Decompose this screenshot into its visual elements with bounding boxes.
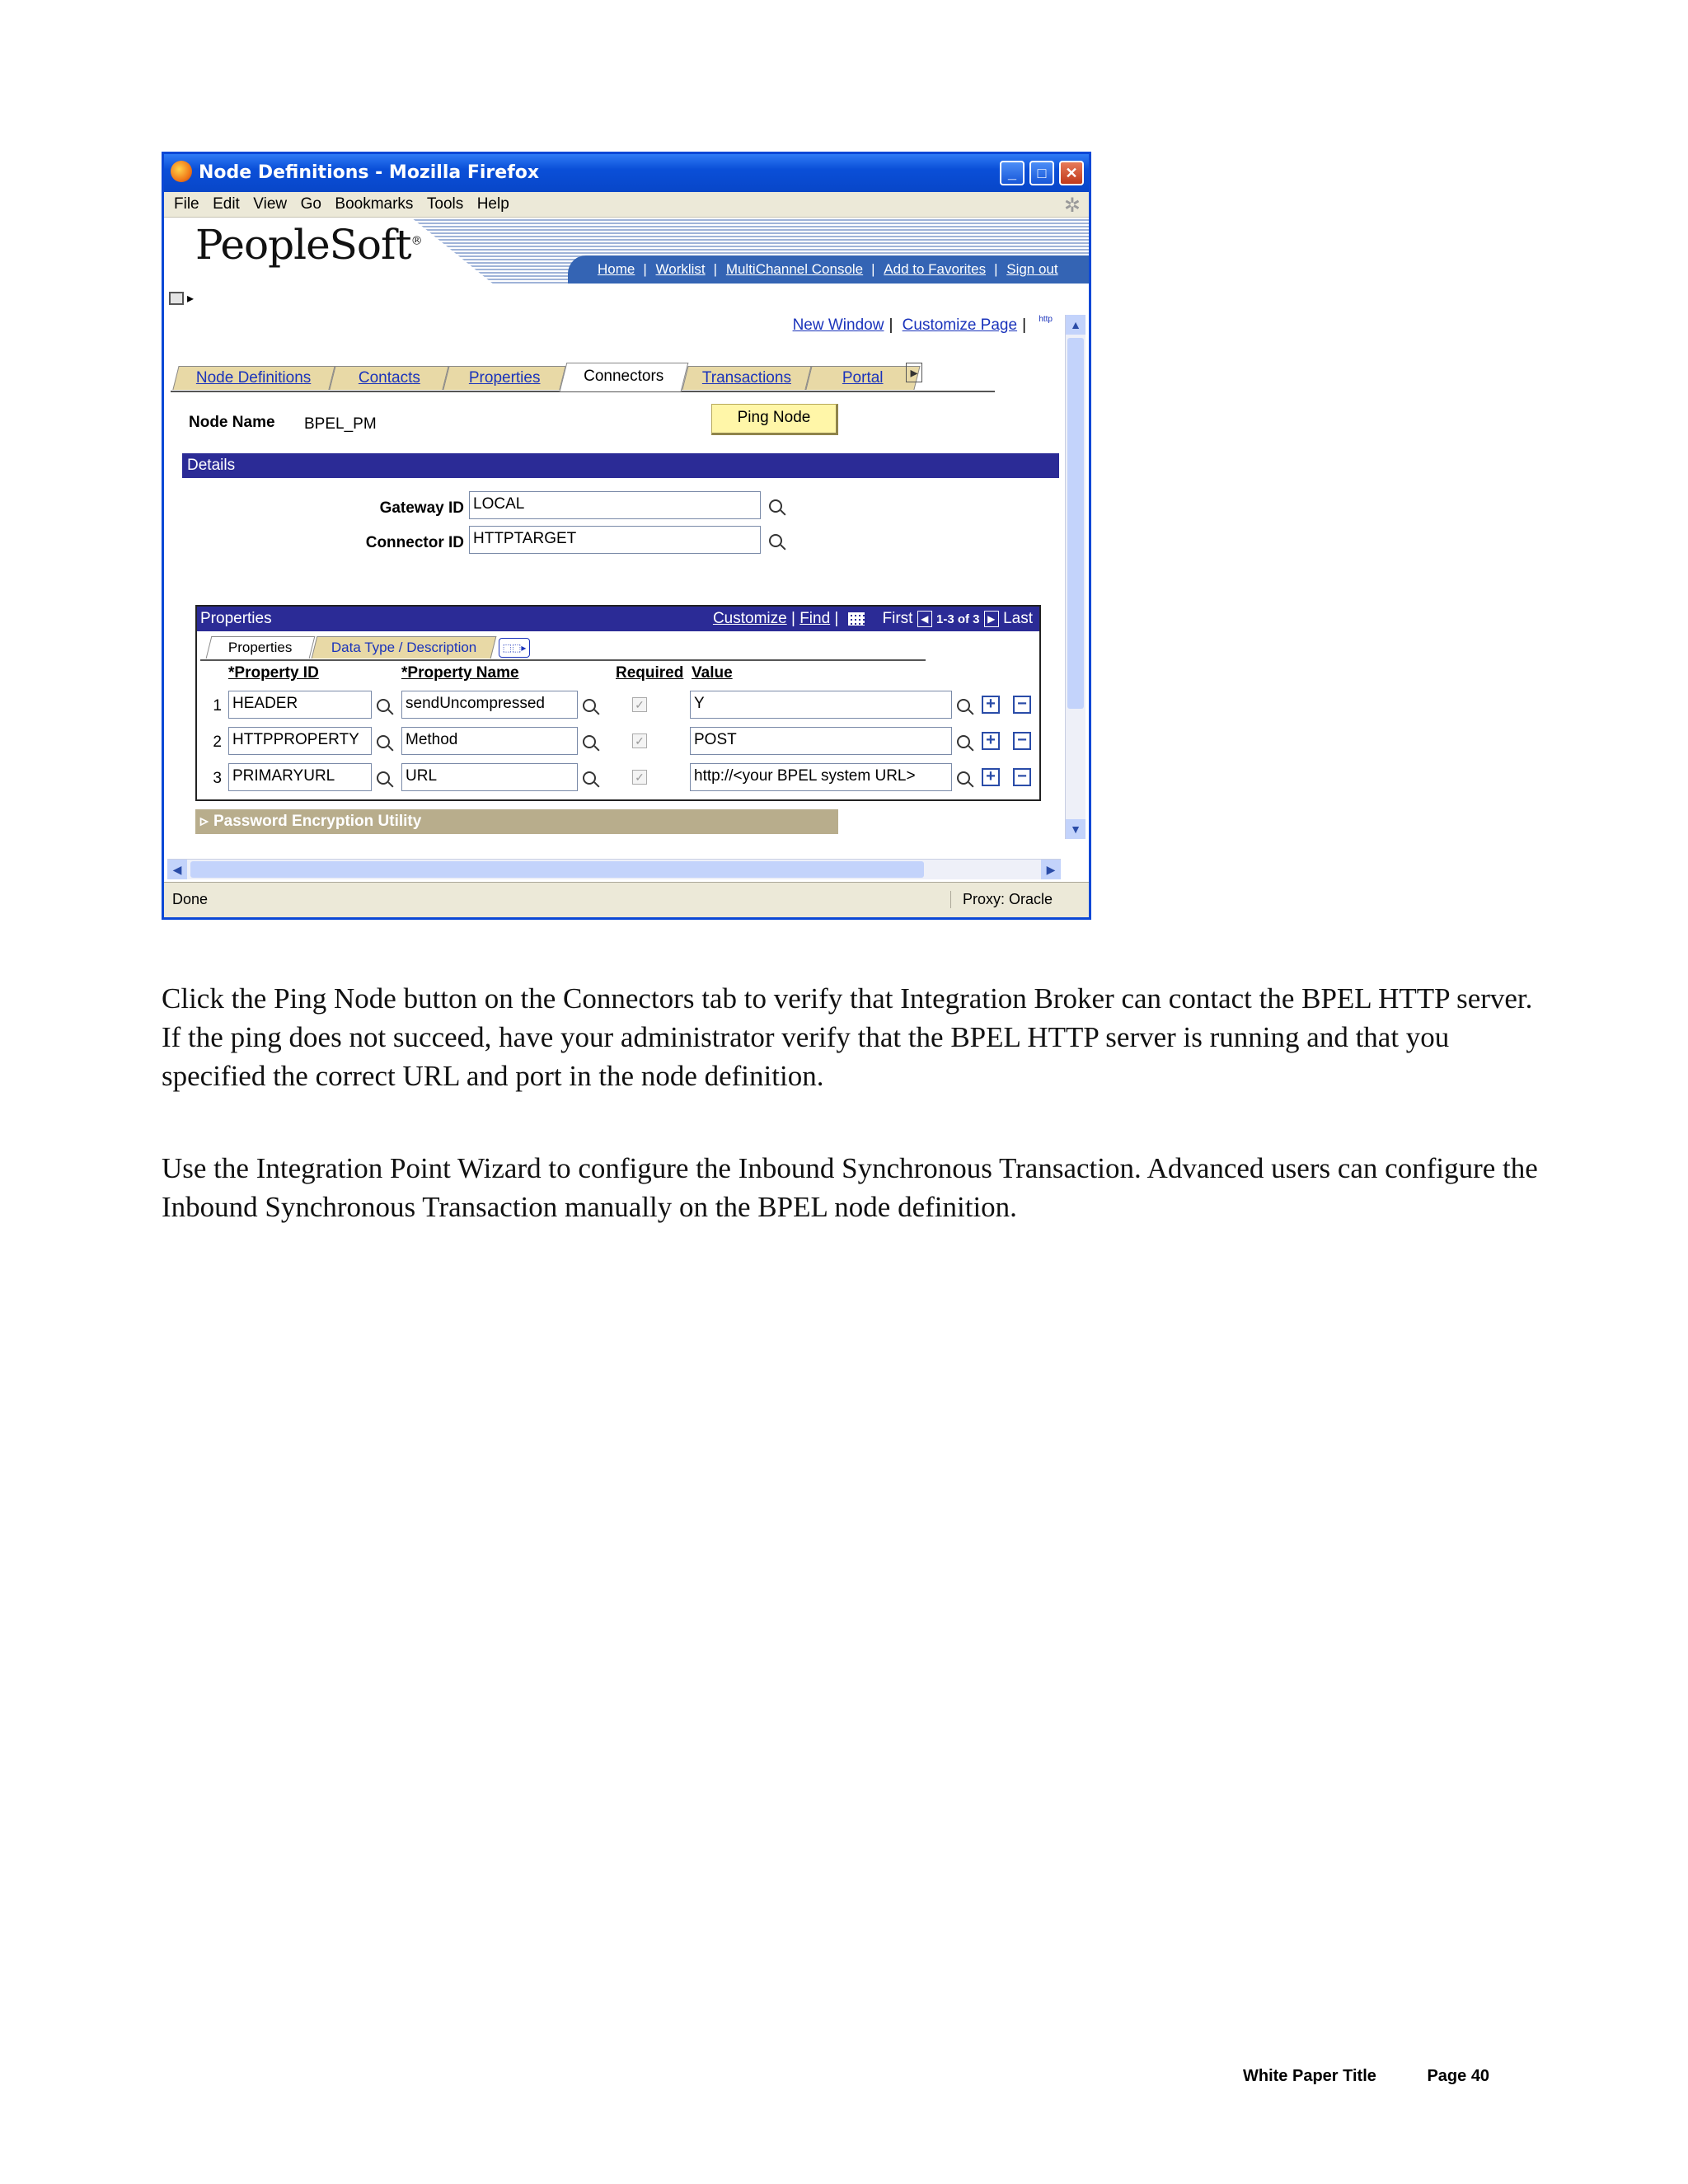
page-content bbox=[164, 218, 1089, 883]
property-id-lookup-icon[interactable] bbox=[377, 771, 390, 785]
details-section-header: Details bbox=[182, 453, 1059, 478]
status-bar bbox=[164, 882, 1089, 917]
menu-bookmarks[interactable]: Bookmarks bbox=[335, 195, 414, 213]
scroll-up-icon[interactable]: ▲ bbox=[1066, 315, 1085, 335]
scroll-thumb[interactable] bbox=[1067, 338, 1084, 709]
connector-lookup-icon[interactable] bbox=[769, 534, 782, 547]
grid-next-icon[interactable]: ▶ bbox=[984, 611, 999, 627]
grid-range-text: 1-3 of 3 bbox=[936, 612, 980, 626]
customize-page-link[interactable]: Customize Page bbox=[902, 316, 1018, 334]
password-encryption-section[interactable]: ▹ Password Encryption Utility bbox=[195, 809, 838, 834]
menu-help[interactable]: Help bbox=[476, 195, 509, 213]
pagelet-toggle-icon[interactable] bbox=[169, 292, 184, 305]
proxy-status: Proxy: Oracle bbox=[950, 891, 1053, 908]
horizontal-scrollbar[interactable] bbox=[167, 859, 1061, 879]
properties-grid-header bbox=[197, 607, 1039, 631]
footer-page-number: Page 40 bbox=[1427, 2067, 1490, 2085]
close-button[interactable]: ✕ bbox=[1059, 161, 1084, 185]
menu-edit[interactable]: Edit bbox=[213, 195, 240, 213]
node-name-label: Node Name bbox=[189, 414, 275, 431]
body-paragraph: Click the Ping Node button on the Connectors tab to verify that Integration Broker can contact the BPEL HTTP server. If the ping does not succeed, have your administrator verify that the BPEL HTTP server is running and that you specified the correct URL and port in the node definition. bbox=[162, 982, 1533, 1092]
peoplesoft-logo: PeopleSoft® bbox=[195, 221, 422, 269]
property-id-input[interactable]: HEADER bbox=[228, 691, 372, 719]
hscroll-thumb[interactable] bbox=[190, 861, 924, 878]
grid-prev-icon[interactable]: ◀ bbox=[917, 611, 932, 627]
tab-properties[interactable]: Properties bbox=[443, 366, 565, 390]
status-text: Done bbox=[172, 891, 209, 907]
menu-file[interactable]: File bbox=[174, 195, 199, 213]
nav-favorites-link[interactable]: Add to Favorites bbox=[884, 261, 987, 277]
property-name-lookup-icon[interactable] bbox=[583, 735, 596, 748]
body-paragraph: Use the Integration Point Wizard to configure the Inbound Synchronous Transaction. Advanced users can configure the Inbound Synchronous Transaction manually on the BPEL node definition. bbox=[162, 1152, 1538, 1223]
delete-row-button[interactable]: − bbox=[1013, 696, 1031, 714]
tab-transactions[interactable]: Transactions bbox=[682, 366, 811, 390]
gateway-lookup-icon[interactable] bbox=[769, 499, 782, 513]
nav-multichannel-link[interactable]: MultiChannel Console bbox=[725, 261, 864, 277]
page-footer bbox=[1243, 2067, 1489, 2086]
required-checkbox: ✓ bbox=[632, 697, 647, 712]
more-tabs-icon[interactable]: ▸ bbox=[906, 363, 922, 382]
add-row-button[interactable]: + bbox=[982, 768, 1000, 786]
row-number: 1 bbox=[213, 697, 222, 715]
scroll-left-icon[interactable]: ◀ bbox=[167, 860, 187, 879]
firefox-logo-icon bbox=[171, 161, 192, 182]
value-lookup-icon[interactable] bbox=[957, 735, 970, 748]
gateway-id-input[interactable]: LOCAL bbox=[469, 491, 761, 519]
properties-grid bbox=[195, 605, 1041, 801]
property-id-lookup-icon[interactable] bbox=[377, 699, 390, 712]
grid-last-link[interactable]: Last bbox=[1003, 610, 1033, 627]
property-name-input[interactable]: URL bbox=[401, 763, 578, 791]
scroll-down-icon[interactable]: ▼ bbox=[1066, 819, 1085, 839]
node-name-value: BPEL_PM bbox=[304, 415, 377, 433]
banner-nav: Home | Worklist | MultiChannel Console | Add to Favorites | Sign out bbox=[568, 255, 1089, 284]
tab-node-definitions[interactable]: Node Definitions bbox=[172, 366, 335, 390]
connector-id-label: Connector ID bbox=[365, 534, 464, 551]
page-links: New Window | Customize Page | bbox=[792, 316, 1026, 334]
required-checkbox: ✓ bbox=[632, 733, 647, 748]
grid-view-icon[interactable] bbox=[848, 612, 865, 626]
ping-node-button[interactable]: Ping Node bbox=[711, 404, 838, 435]
col-value[interactable]: Value bbox=[692, 664, 733, 682]
grid-tab-datatype[interactable]: Data Type / Description bbox=[312, 636, 497, 658]
add-row-button[interactable]: + bbox=[982, 696, 1000, 714]
property-name-lookup-icon[interactable] bbox=[583, 699, 596, 712]
nav-worklist-link[interactable]: Worklist bbox=[655, 261, 706, 277]
maximize-button[interactable]: □ bbox=[1029, 161, 1054, 185]
value-input[interactable]: Y bbox=[690, 691, 952, 719]
footer-title: White Paper Title bbox=[1243, 2067, 1376, 2085]
grid-navigation: Customize | Find | First ◀ 1-3 of 3 ▶ Last bbox=[712, 610, 1033, 627]
value-input[interactable]: http://<your BPEL system URL> bbox=[690, 763, 952, 791]
tab-connectors[interactable]: Connectors bbox=[560, 363, 689, 391]
browser-window-screenshot bbox=[162, 152, 1091, 920]
nav-home-link[interactable]: Home bbox=[598, 261, 635, 277]
minimize-button[interactable]: _ bbox=[1000, 161, 1025, 185]
tab-contacts[interactable]: Contacts bbox=[329, 366, 448, 390]
menu-tools[interactable]: Tools bbox=[426, 195, 464, 213]
grid-find-link[interactable]: Find bbox=[799, 610, 831, 627]
grid-first-link[interactable]: First bbox=[882, 610, 913, 627]
property-name-input[interactable]: sendUncompressed bbox=[401, 691, 578, 719]
grid-customize-link[interactable]: Customize bbox=[712, 610, 787, 627]
tab-portal[interactable]: Portal bbox=[805, 366, 920, 390]
delete-row-button[interactable]: − bbox=[1013, 732, 1031, 750]
show-all-columns-icon[interactable]: ⬚⬚▸ bbox=[499, 638, 530, 658]
page-tabs bbox=[171, 361, 995, 392]
row-number: 2 bbox=[213, 733, 222, 751]
property-id-input[interactable]: HTTPPROPERTY bbox=[228, 727, 372, 755]
menu-view[interactable]: View bbox=[253, 195, 288, 213]
col-property-name[interactable]: *Property Name bbox=[401, 664, 519, 682]
property-id-lookup-icon[interactable] bbox=[377, 735, 390, 748]
peoplesoft-banner bbox=[164, 218, 1089, 284]
menu-bar bbox=[164, 192, 1089, 218]
nav-signout-link[interactable]: Sign out bbox=[1006, 261, 1058, 277]
grid-tab-properties[interactable]: Properties bbox=[206, 636, 316, 658]
http-icon[interactable]: http bbox=[1039, 315, 1053, 324]
value-lookup-icon[interactable] bbox=[957, 699, 970, 712]
value-lookup-icon[interactable] bbox=[957, 771, 970, 785]
property-name-input[interactable]: Method bbox=[401, 727, 578, 755]
connector-id-input[interactable]: HTTPTARGET bbox=[469, 526, 761, 554]
scroll-right-icon[interactable]: ▶ bbox=[1041, 860, 1061, 879]
add-row-button[interactable]: + bbox=[982, 732, 1000, 750]
value-input[interactable]: POST bbox=[690, 727, 952, 755]
grid-tabs bbox=[200, 635, 926, 661]
col-required[interactable]: Required bbox=[616, 664, 684, 682]
title-bar bbox=[164, 154, 1089, 192]
row-number: 3 bbox=[213, 770, 222, 787]
throbber-icon: ✲ bbox=[1063, 194, 1081, 217]
window-title: Node Definitions - Mozilla Firefox bbox=[199, 162, 540, 183]
properties-grid-title: Properties bbox=[200, 610, 272, 627]
required-checkbox: ✓ bbox=[632, 770, 647, 785]
delete-row-button[interactable]: − bbox=[1013, 768, 1031, 786]
vertical-scrollbar[interactable] bbox=[1065, 315, 1085, 839]
property-name-lookup-icon[interactable] bbox=[583, 771, 596, 785]
property-id-input[interactable]: PRIMARYURL bbox=[228, 763, 372, 791]
gateway-id-label: Gateway ID bbox=[379, 499, 464, 517]
new-window-link[interactable]: New Window bbox=[792, 316, 884, 334]
menu-go[interactable]: Go bbox=[300, 195, 321, 213]
expand-arrow-icon[interactable]: ▸ bbox=[187, 292, 195, 306]
col-property-id[interactable]: *Property ID bbox=[228, 664, 319, 682]
